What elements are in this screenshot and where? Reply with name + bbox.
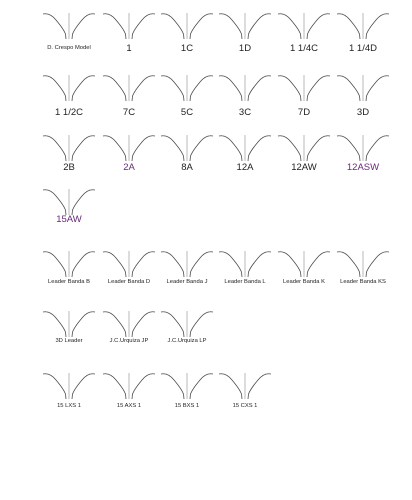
profile-jc-urquiza-lp[interactable] — [160, 310, 214, 338]
label-3d: 3D — [356, 107, 370, 118]
profile-1-1-4d[interactable] — [336, 12, 390, 40]
label-15aw: 15AW — [56, 214, 82, 225]
profile-12a[interactable] — [218, 134, 272, 162]
profile-1[interactable] — [102, 12, 156, 40]
label-15-lxs-1: 15 LXS 1 — [57, 403, 81, 409]
label-1: 1 — [126, 43, 132, 54]
profile-drawing — [160, 250, 214, 278]
profile-drawing — [277, 12, 331, 40]
label-1-1-4d: 1 1/4D — [349, 43, 377, 54]
profile-leader-banda-l[interactable] — [218, 250, 272, 278]
profile-drawing — [42, 12, 96, 40]
profile-15-axs-1[interactable] — [102, 372, 156, 400]
profile-leader-banda-j[interactable] — [160, 250, 214, 278]
label-leader-banda-k: Leader Banda K — [283, 279, 325, 285]
profile-drawing — [336, 250, 390, 278]
profile-3d[interactable] — [336, 74, 390, 102]
label-jc-urquiza-lp: J.C.Urquiza LP — [167, 338, 207, 344]
profile-leader-banda-ks[interactable] — [336, 250, 390, 278]
profile-drawing — [42, 74, 96, 102]
label-7d: 7D — [297, 107, 311, 118]
profile-d-crespo-model[interactable] — [42, 12, 96, 40]
profile-drawing — [218, 134, 272, 162]
profile-15aw[interactable] — [42, 188, 96, 216]
profile-1-1-4c[interactable] — [277, 12, 331, 40]
label-1-1-2c: 1 1/2C — [55, 107, 83, 118]
label-8a: 8A — [181, 162, 193, 173]
profile-drawing — [160, 74, 214, 102]
label-7c: 7C — [122, 107, 136, 118]
profile-2a[interactable] — [102, 134, 156, 162]
profile-12asw[interactable] — [336, 134, 390, 162]
profile-2b[interactable] — [42, 134, 96, 162]
profile-drawing — [42, 310, 96, 338]
label-leader-banda-j: Leader Banda J — [166, 279, 208, 285]
profile-drawing — [336, 74, 390, 102]
profile-drawing — [102, 12, 156, 40]
label-5c: 5C — [180, 107, 194, 118]
label-15-axs-1: 15 AXS 1 — [116, 403, 142, 409]
label-3c: 3C — [238, 107, 252, 118]
profile-drawing — [160, 134, 214, 162]
profile-drawing — [277, 250, 331, 278]
profile-leader-banda-k[interactable] — [277, 250, 331, 278]
label-12asw: 12ASW — [346, 162, 380, 173]
profile-drawing — [336, 134, 390, 162]
profile-drawing — [42, 372, 96, 400]
profile-drawing — [277, 134, 331, 162]
profile-drawing — [42, 250, 96, 278]
profile-drawing — [102, 250, 156, 278]
profile-drawing — [42, 134, 96, 162]
label-2b: 2B — [63, 162, 75, 173]
profile-8a[interactable] — [160, 134, 214, 162]
label-2a: 2A — [123, 162, 135, 173]
profile-1d[interactable] — [218, 12, 272, 40]
label-12aw: 12AW — [291, 162, 317, 173]
profile-jc-urquiza-jp[interactable] — [102, 310, 156, 338]
profile-drawing — [218, 12, 272, 40]
profile-1-1-2c[interactable] — [42, 74, 96, 102]
profile-drawing — [102, 134, 156, 162]
profile-15-bxs-1[interactable] — [160, 372, 214, 400]
profile-3d-leader[interactable] — [42, 310, 96, 338]
profile-drawing — [42, 188, 96, 216]
label-jc-urquiza-jp: J.C.Urquiza JP — [109, 338, 149, 344]
label-15-bxs-1: 15 BXS 1 — [174, 403, 200, 409]
profile-drawing — [160, 12, 214, 40]
profile-drawing — [218, 250, 272, 278]
profile-drawing — [336, 12, 390, 40]
profile-12aw[interactable] — [277, 134, 331, 162]
label-leader-banda-b: Leader Banda B — [48, 279, 90, 285]
label-leader-banda-ks: Leader Banda KS — [340, 279, 386, 285]
profile-3c[interactable] — [218, 74, 272, 102]
profile-drawing — [218, 74, 272, 102]
profile-drawing — [102, 372, 156, 400]
label-1-1-4c: 1 1/4C — [290, 43, 318, 54]
label-15-cxs-1: 15 CXS 1 — [232, 403, 258, 409]
label-leader-banda-d: Leader Banda D — [107, 279, 151, 285]
profile-1c[interactable] — [160, 12, 214, 40]
profile-drawing — [218, 372, 272, 400]
profile-15-cxs-1[interactable] — [218, 372, 272, 400]
label-3d-leader: 3D Leader — [55, 338, 83, 344]
profile-drawing — [277, 74, 331, 102]
profile-drawing — [102, 310, 156, 338]
label-1c: 1C — [180, 43, 194, 54]
label-d-crespo-model: D. Crespo Model — [47, 45, 91, 51]
label-1d: 1D — [238, 43, 252, 54]
profile-leader-banda-b[interactable] — [42, 250, 96, 278]
profile-7c[interactable] — [102, 74, 156, 102]
profile-5c[interactable] — [160, 74, 214, 102]
profile-drawing — [102, 74, 156, 102]
profile-drawing — [160, 310, 214, 338]
profile-15-lxs-1[interactable] — [42, 372, 96, 400]
label-leader-banda-l: Leader Banda L — [224, 279, 266, 285]
profile-drawing — [160, 372, 214, 400]
profile-7d[interactable] — [277, 74, 331, 102]
profile-leader-banda-d[interactable] — [102, 250, 156, 278]
label-12a: 12A — [236, 162, 254, 173]
